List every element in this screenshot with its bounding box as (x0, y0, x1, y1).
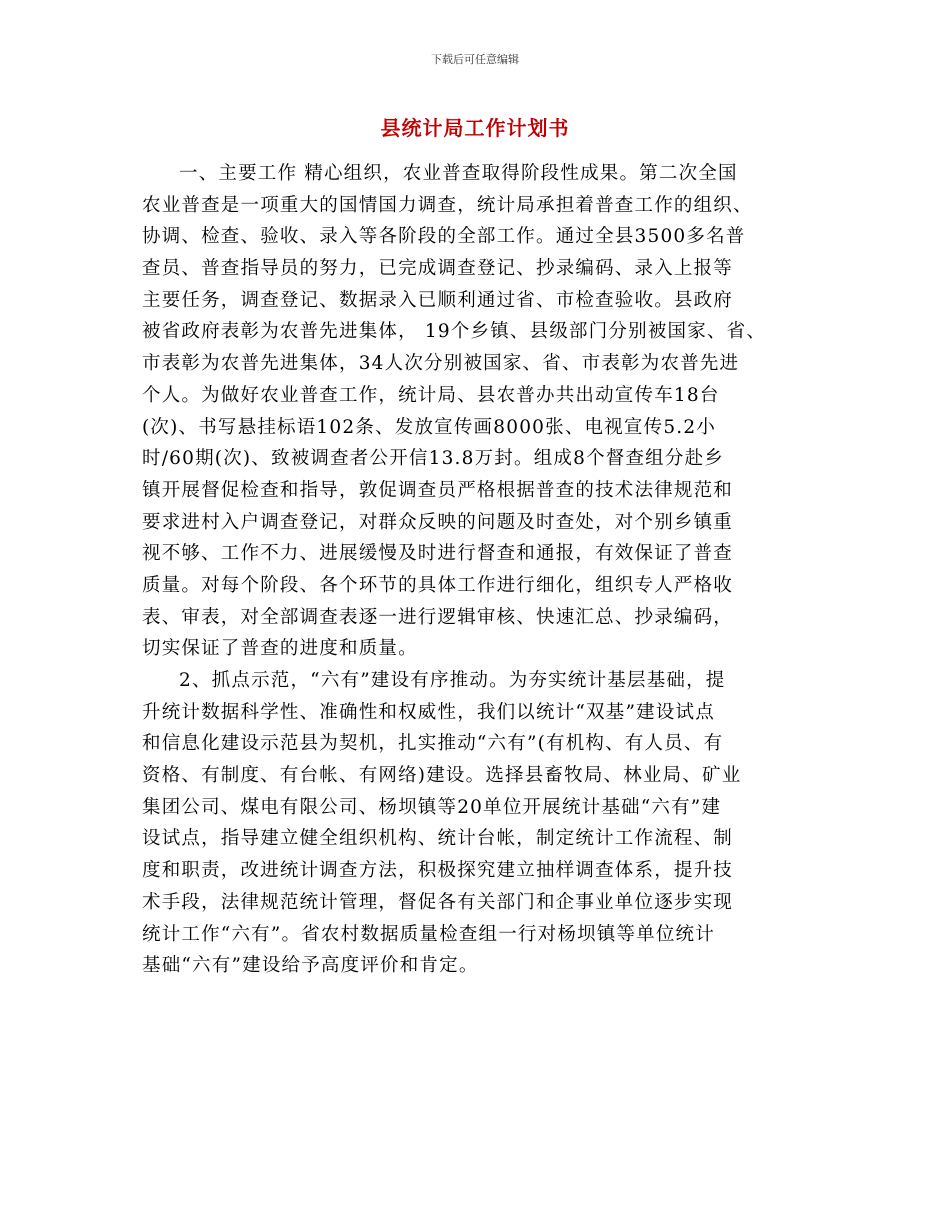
paragraph-line: 镇开展督促检查和指导，敦促调查员严格根据普查的技术法律规范和 (142, 479, 734, 501)
paragraph-line: 农业普查是一项重大的国情国力调查，统计局承担着普查工作的组织、 (142, 194, 753, 216)
paragraph-line: 表、审表，对全部调查表逐一进行逻辑审核、快速汇总、抄录编码， (142, 606, 734, 628)
paragraph-line: 质量。对每个阶段、各个环节的具体工作进行细化，组织专人严格收 (142, 574, 734, 596)
paragraph-line: 视不够、工作不力、进展缓慢及时进行督查和通报，有效保证了普查 (142, 543, 734, 565)
paragraph-line: 基础“六有”建设给予高度评价和肯定。 (142, 955, 479, 977)
page-header: 下载后可任意编辑 (431, 53, 519, 66)
paragraph-line: 2、抓点示范，“六有”建设有序推动。为夯实统计基层基础，提 (179, 670, 726, 691)
paragraph-line: 升统计数据科学性、准确性和权威性，我们以统计“双基”建设试点 (142, 701, 715, 723)
paragraph-line: 被省政府表彰为农普先进集体， 19个乡镇、县级部门分别被国家、省、 (142, 321, 767, 343)
document-title: 县统计局工作计划书 (380, 116, 570, 140)
paragraph-line: 时/60期(次)、致被调查者公开信13.8万封。组成8个督查组分赴乡 (142, 448, 724, 470)
document-body (142, 158, 822, 982)
paragraph-line: (次)、书写悬挂标语102条、发放宣传画8000张、电视宣传5.2小 (142, 416, 717, 438)
paragraph-line: 度和职责，改进统计调查方法，积极探究建立抽样调查体系，提升技 (142, 860, 734, 882)
paragraph-line: 一、主要工作 精心组织，农业普查取得阶段性成果。第二次全国 (179, 163, 738, 184)
paragraph-line: 个人。为做好农业普查工作，统计局、县农普办共出动宣传车18台 (142, 384, 720, 406)
paragraph-line: 查员、普查指导员的努力，已完成调查登记、抄录编码、录入上报等 (142, 258, 734, 280)
paragraph-line: 协调、检查、验收、录入等各阶段的全部工作。通过全县3500多名普 (142, 226, 746, 248)
paragraph-line: 切实保证了普查的进度和质量。 (142, 638, 418, 660)
paragraph-line: 市表彰为农普先进集体，34人次分别被国家、省、市表彰为农普先进 (142, 353, 740, 375)
paragraph-line: 集团公司、煤电有限公司、杨坝镇等20单位开展统计基础“六有”建 (142, 796, 722, 818)
paragraph-1 (142, 158, 822, 665)
paragraph-2 (142, 665, 822, 982)
paragraph-line: 设试点，指导建立健全组织机构、统计台帐，制定统计工作流程、制 (142, 828, 734, 850)
paragraph-line: 统计工作“六有”。省农村数据质量检查组一行对杨坝镇等单位统计 (142, 923, 715, 945)
paragraph-line: 术手段，法律规范统计管理，督促各有关部门和企事业单位逐步实现 (142, 891, 734, 913)
paragraph-line: 主要任务，调查登记、数据录入已顺利通过省、市检查验收。县政府 (142, 289, 734, 311)
paragraph-line: 要求进村入户调查登记，对群众反映的问题及时查处，对个别乡镇重 (142, 511, 734, 533)
paragraph-line: 资格、有制度、有台帐、有网络)建设。选择县畜牧局、林业局、矿业 (142, 765, 742, 787)
paragraph-line: 和信息化建设示范县为契机，扎实推动“六有”(有机构、有人员、有 (142, 733, 724, 755)
